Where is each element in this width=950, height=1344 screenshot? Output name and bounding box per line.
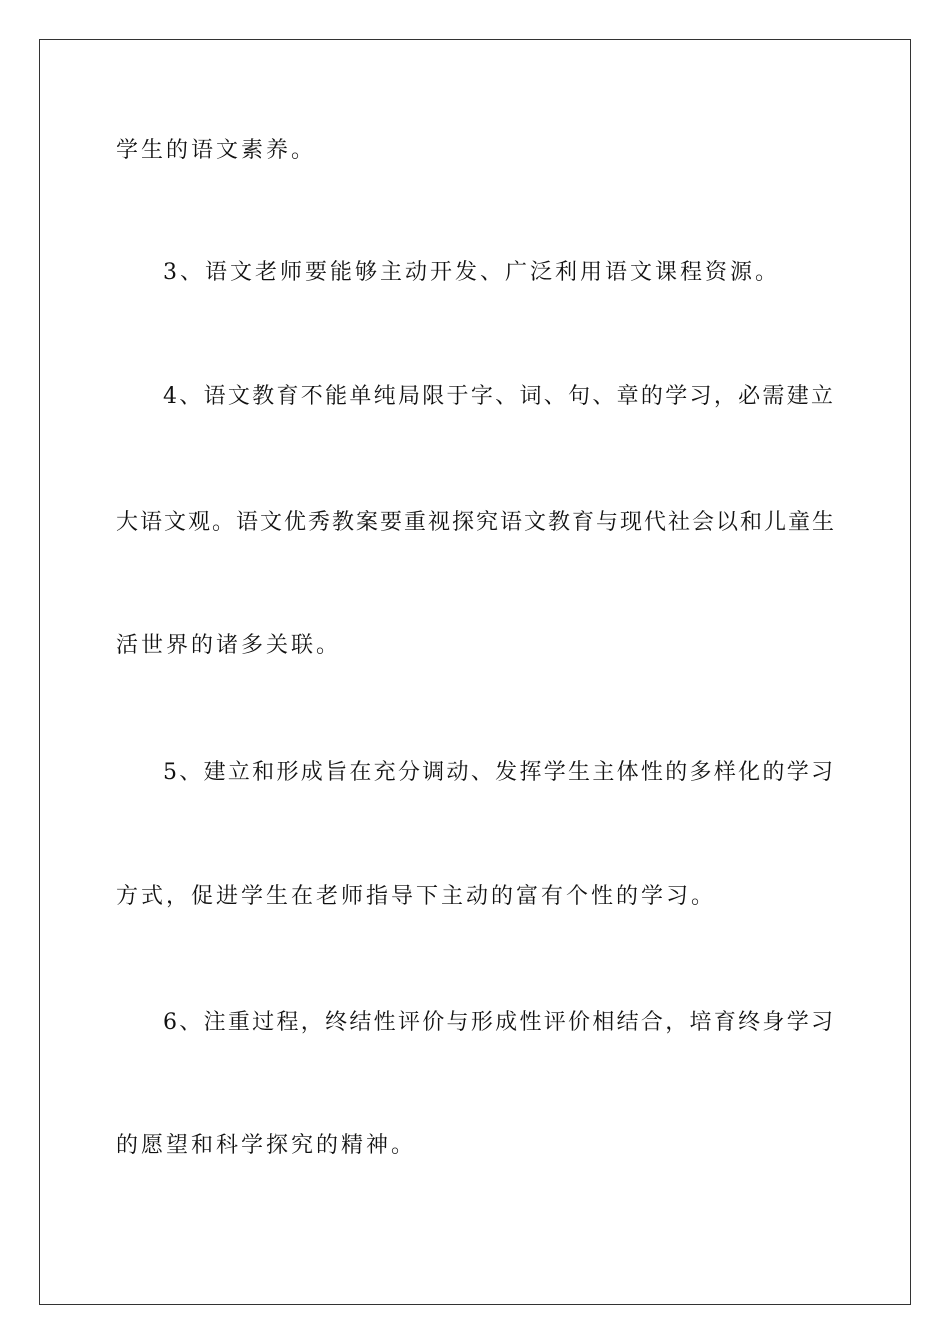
text-line-8: 6、注重过程，终结性评价与形成性评价相结合，培育终身学习 [163, 1010, 833, 1035]
text-line-5: 活世界的诸多关联。 [116, 633, 342, 658]
text-line-7: 方式，促进学生在老师指导下主动的富有个性的学习。 [116, 884, 717, 909]
text-line-9: 的愿望和科学探究的精神。 [116, 1133, 417, 1158]
text-line-4: 大语文观。语文优秀教案要重视探究语文教育与现代社会以和儿童生 [116, 510, 834, 535]
text-line-6: 5、建立和形成旨在充分调动、发挥学生主体性的多样化的学习 [163, 760, 833, 785]
text-line-2: 3、语文老师要能够主动开发、广泛利用语文课程资源。 [163, 260, 780, 285]
text-line-3: 4、语文教育不能单纯局限于字、词、句、章的学习，必需建立 [163, 384, 833, 409]
page-border [39, 39, 911, 1305]
text-line-1: 学生的语文素养。 [116, 138, 317, 163]
